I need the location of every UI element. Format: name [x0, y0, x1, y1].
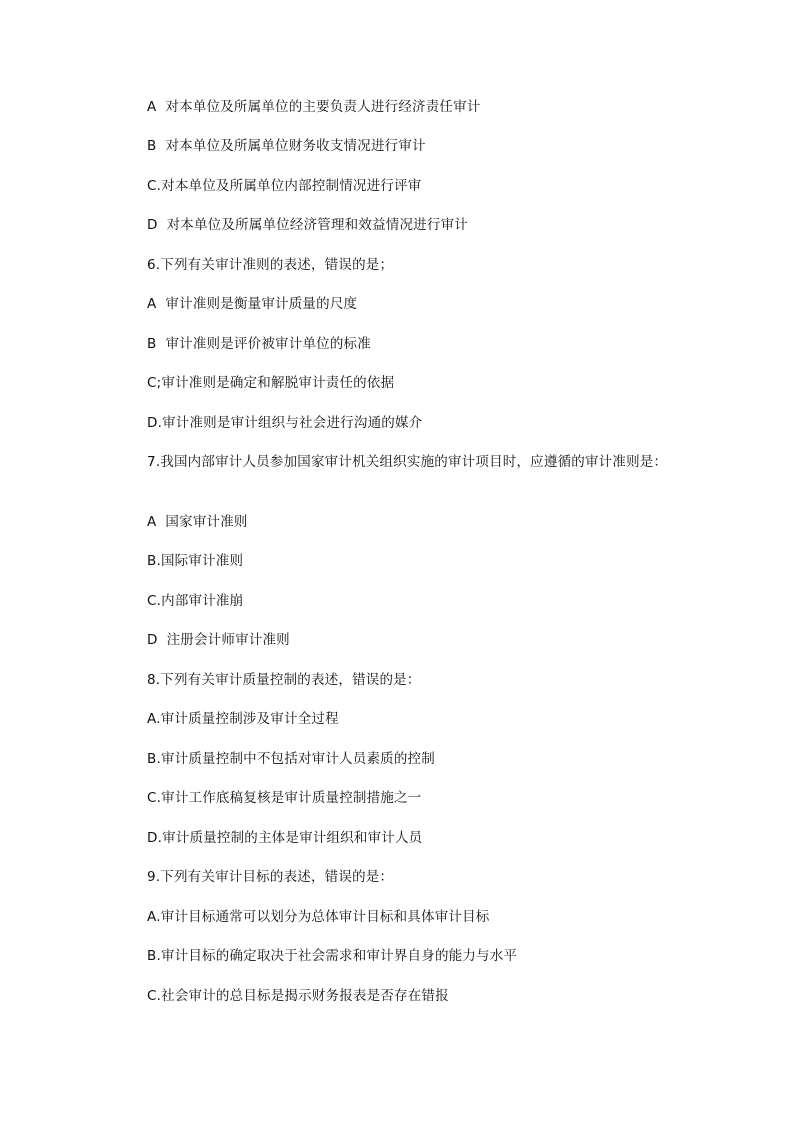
q5-option-b: B 对本单位及所属单位财务收支情况进行审计: [147, 138, 426, 154]
question-9: 9.下列有关审计目标的表述，错误的是：: [147, 869, 394, 885]
q7-option-d: D 注册会计师审计准则: [147, 632, 290, 648]
q9-option-c: C.社会审计的总目标是揭示财务报表是否存在错报: [147, 988, 449, 1004]
q5-option-d: D 对本单位及所属单位经济管理和效益情况进行审计: [147, 217, 468, 233]
q6-option-c: C;审计准则是确定和解脱审计责任的依据: [147, 375, 395, 391]
q8-option-c: C.审计工作底稿复核是审计质量控制措施之一: [147, 790, 422, 806]
q9-option-b: B.审计目标的确定取决于社会需求和审计界自身的能力与水平: [147, 948, 518, 964]
question-6: 6.下列有关审计准则的表述，错误的是；: [147, 257, 394, 273]
q8-option-a: A.审计质量控制涉及审计全过程: [147, 711, 339, 727]
q7-option-a: A 国家审计准则: [147, 514, 248, 530]
q9-option-a: A.审计目标通常可以划分为总体审计目标和具体审计目标: [147, 909, 490, 925]
q5-option-a: A 对本单位及所属单位的主要负责人进行经济责任审计: [147, 99, 481, 115]
q7-option-b: B.国际审计准则: [147, 553, 244, 569]
q6-option-d: D.审计准则是审计组织与社会进行沟通的媒介: [147, 415, 423, 431]
q6-option-a: A 审计准则是衡量审计质量的尺度: [147, 296, 358, 312]
q5-option-c: C.对本单位及所属单位内部控制情况进行评审: [147, 178, 422, 194]
q7-option-c: C.内部审计准崩: [147, 593, 244, 609]
question-7: 7.我国内部审计人员参加国家审计机关组织实施的审计项目时，应遵循的审计准则是：: [147, 454, 668, 470]
question-8: 8.下列有关审计质量控制的表述，错误的是：: [147, 672, 421, 688]
q8-option-d: D.审计质量控制的主体是审计组织和审计人员: [147, 830, 423, 846]
q8-option-b: B.审计质量控制中不包括对审计人员素质的控制: [147, 751, 435, 767]
q6-option-b: B 审计准则是评价被审计单位的标准: [147, 336, 371, 352]
